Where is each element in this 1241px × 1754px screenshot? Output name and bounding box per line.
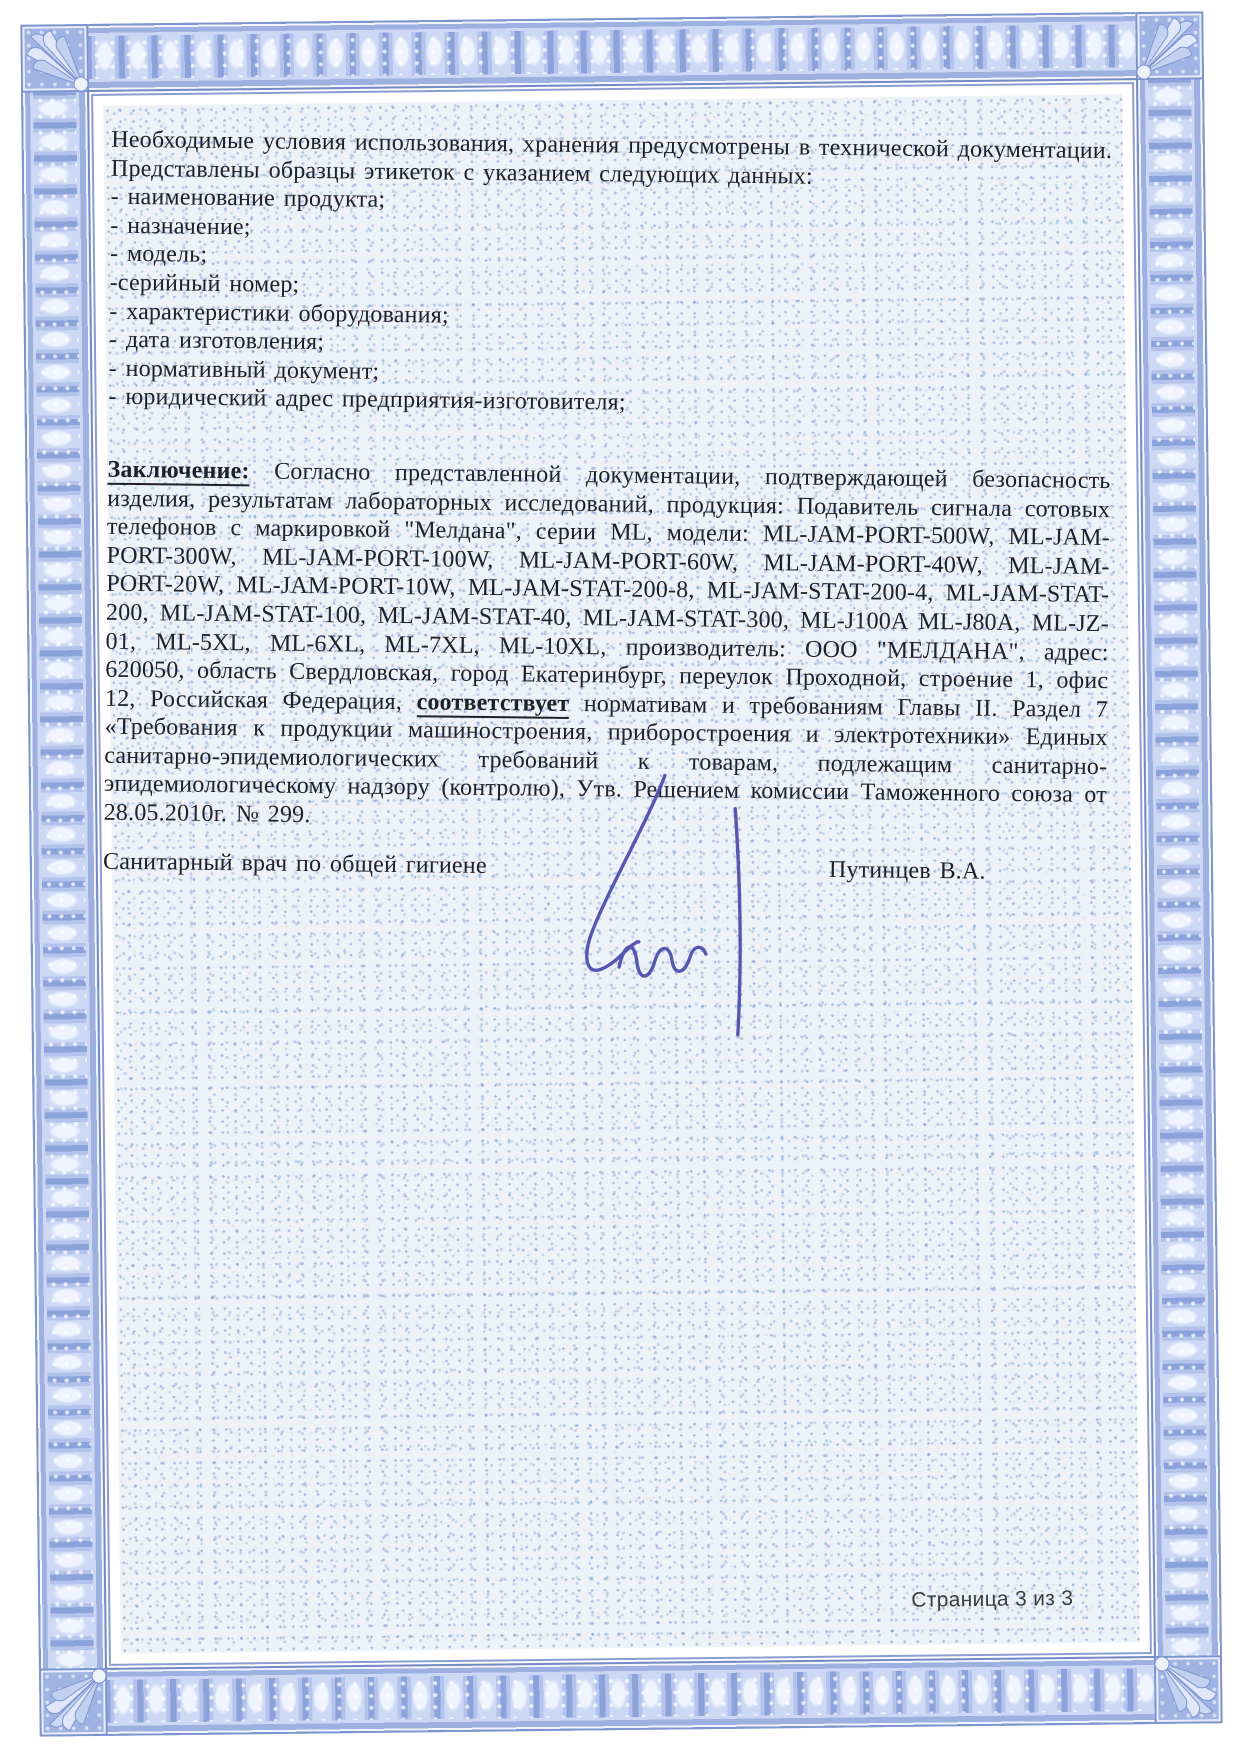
label-item: - наименование продукта; xyxy=(110,183,386,214)
conclusion-emphasis: соответствует xyxy=(416,688,570,717)
label-item: -серийный номер; xyxy=(109,269,300,298)
guilloche-corner-ornament-icon xyxy=(20,24,89,93)
label-item: - нормативный документ; xyxy=(108,355,380,385)
conclusion-body-2: нормативам и требованиям Главы II. Раздел 7 «Требования к продукции машиностроения, приборостроения и электротехники» Единых санитарно-эпидемиологических требований к товарам, подлежащим санитарно-эпидемиологическому надзору (контролю), Утв. Решением комиссии Таможенного союза от 28.05.2010г. № 299. xyxy=(103,690,1109,829)
label-item: - юридический адрес предприятия-изготовителя; xyxy=(108,384,626,416)
conclusion-heading: Заключение: xyxy=(107,456,250,485)
guilloche-corner-ornament-icon xyxy=(1135,11,1204,80)
signatory-name: Путинцев В.А. xyxy=(828,856,986,885)
conclusion-body-1: Согласно представленной документации, подтверждающей безопасность изделия, результатам лабораторных исследований, продукция: Подавитель сигнала сотовых телефонов с маркировкой "Мелдана", серии ML, модели: ML-JAM-PORT-500W, ML-JAM-PORT-300W, ML-JAM-PORT-100W, ML-JAM-PORT-60W, ML-JAM-PORT-40W, ML-JAM-PORT-20W, ML-JAM-PORT-10W, ML-JAM-STAT-200-8, ML-JAM-STAT-200-4, ML-JAM-STAT-200, ML-JAM-STAT-100, ML-JAM-STAT-40, ML-JAM-STAT-300, ML-J100A ML-J80A, ML-JZ-01, ML-5XL, ML-6XL, ML-7XL, ML-10XL, производитель: ООО "МЕЛДАНА", адрес: 620050, область Свердловская, город Екатеринбург, переулок Проходной, строение 1, офис 12, Российская Федерация, xyxy=(104,458,1111,715)
guilloche-corner-ornament-icon xyxy=(1154,1655,1223,1724)
signatory-role: Санитарный врач по общей гигиене xyxy=(102,848,487,879)
label-item: - модель; xyxy=(109,241,208,269)
paragraph-labels-intro: Представлены образцы этикеток с указанием следующих данных: xyxy=(110,155,814,190)
label-item: - назначение; xyxy=(110,212,251,241)
label-item: - дата изготовления; xyxy=(108,326,325,356)
guilloche-corner-ornament-icon xyxy=(39,1668,108,1737)
scanned-certificate-page xyxy=(20,11,1222,1736)
page-indicator: Страница 3 из 3 xyxy=(911,1586,1074,1612)
paragraph-usage-conditions: Необходимые условия использования, хранения предусмотрены в технической документации. xyxy=(111,126,1113,165)
label-item: - характеристики оборудования; xyxy=(109,298,449,329)
signature-scribble xyxy=(499,768,802,1051)
